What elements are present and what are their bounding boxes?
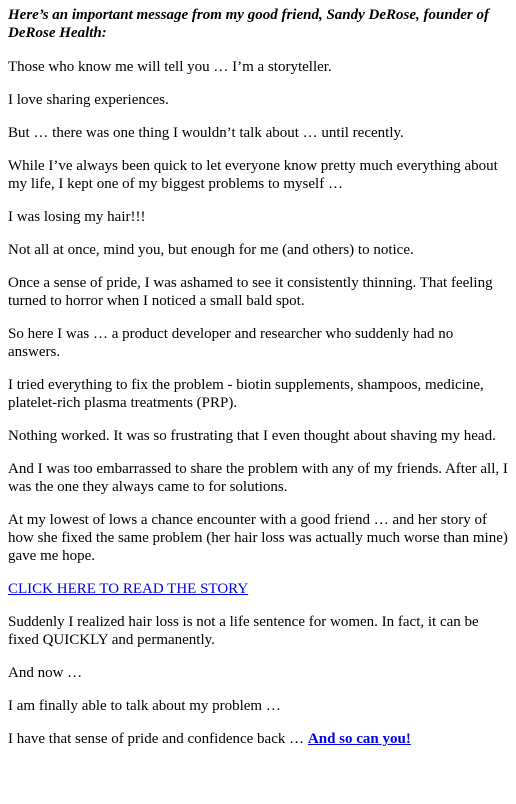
paragraph-sharing: I love sharing experiences. bbox=[8, 92, 169, 108]
paragraph-not-all-at-once: Not all at once, mind you, but enough for me (and others) to notice. bbox=[8, 242, 414, 258]
paragraph-losing-hair: I was losing my hair!!! bbox=[8, 209, 146, 225]
paragraph-kept-problem: While I’ve always been quick to let everyone know pretty much everything about my life, I kept one of my biggest problems to myself … bbox=[8, 158, 498, 192]
story-link-paragraph bbox=[8, 580, 508, 598]
paragraph-chance-encounter: At my lowest of lows a chance encounter with a good friend … and her story of how she fixed the same problem (her hair loss was actually much worse than mine) gave me hope. bbox=[8, 512, 508, 564]
read-story-link[interactable]: CLICK HERE TO READ THE STORY bbox=[8, 581, 249, 597]
paragraph-and-now: And now … bbox=[8, 665, 83, 681]
paragraph-embarrassed: And I was too embarrassed to share the problem with any of my friends. After all, I was the one they always came to for solutions. bbox=[8, 461, 508, 495]
paragraph-one-thing: But … there was one thing I wouldn’t talk about … until recently. bbox=[8, 125, 404, 141]
closing-text: I have that sense of pride and confidence back … bbox=[8, 731, 308, 747]
paragraph-realized: Suddenly I realized hair loss is not a life sentence for women. In fact, it can be fixed QUICKLY and permanently. bbox=[8, 614, 479, 648]
paragraph-no-answers: So here I was … a product developer and researcher who suddenly had no answers. bbox=[8, 326, 454, 360]
paragraph-pride: Once a sense of pride, I was ashamed to see it consistently thinning. That feeling turned to horror when I noticed a small bald spot. bbox=[8, 275, 493, 309]
paragraph-tried-everything: I tried everything to fix the problem - biotin supplements, shampoos, medicine, platelet-rich plasma treatments (PRP). bbox=[8, 377, 484, 411]
intro-heading: Here’s an important message from my good friend, Sandy DeRose, founder of DeRose Health: bbox=[8, 7, 489, 41]
paragraph-nothing-worked: Nothing worked. It was so frustrating that I even thought about shaving my head. bbox=[8, 428, 496, 444]
and-so-can-you-link[interactable]: And so can you! bbox=[307, 731, 411, 747]
paragraph-storyteller: Those who know me will tell you … I’m a storyteller. bbox=[8, 59, 332, 75]
paragraph-finally-able: I am finally able to talk about my problem … bbox=[8, 698, 281, 714]
paragraph-closing bbox=[8, 730, 508, 748]
